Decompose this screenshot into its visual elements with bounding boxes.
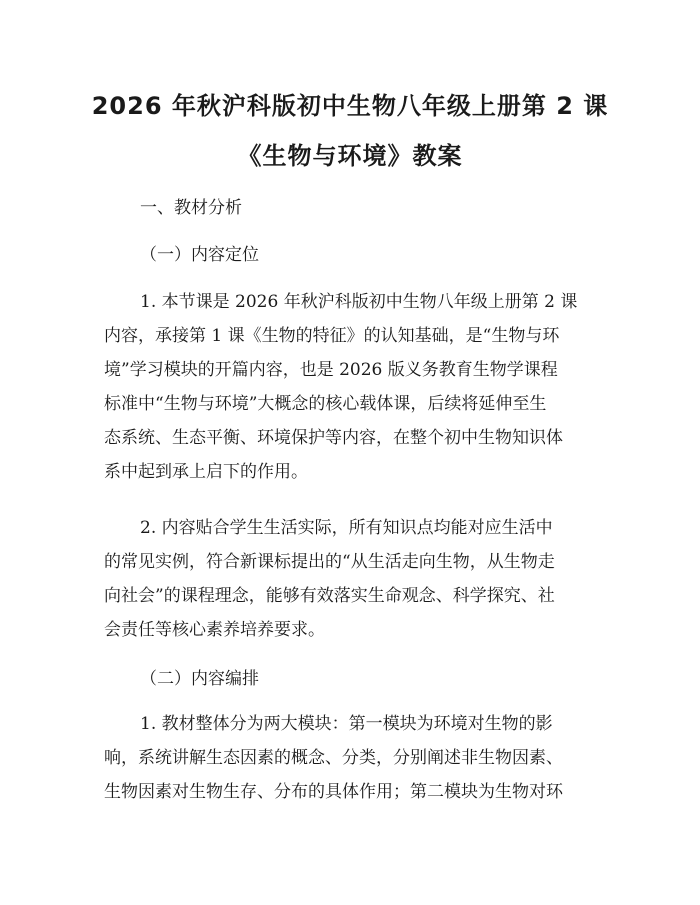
paragraph-line: 境”学习模块的开篇内容，也是 2026 版义务教育生物学课程 bbox=[104, 360, 558, 380]
paragraph-line: 生物因素对生物生存、分布的具体作用；第二模块为生物对环 bbox=[104, 782, 563, 802]
paragraph-line: 会责任等核心素养培养要求。 bbox=[104, 620, 325, 640]
paragraph-content-arrangement-1 bbox=[104, 707, 604, 809]
paragraph-line: 向社会”的课程理念，能够有效落实生命观念、科学探究、社 bbox=[104, 586, 555, 606]
paragraph-line: 的常见实例，符合新课标提出的“从生活走向生物，从生物走 bbox=[104, 552, 555, 572]
paragraph-line: 系中起到承上启下的作用。 bbox=[104, 462, 308, 482]
section-heading-teaching-material-analysis: 一、教材分析 bbox=[140, 198, 242, 218]
subsection-heading-content-arrangement: （二）内容编排 bbox=[140, 669, 259, 689]
document-title-line-1: 2026 年秋沪科版初中生物八年级上册第 2 课 bbox=[91, 92, 609, 120]
paragraph-line: 内容，承接第 1 课《生物的特征》的认知基础，是“生物与环 bbox=[104, 326, 560, 346]
paragraph-line: 2. 内容贴合学生生活实际，所有知识点均能对应生活中 bbox=[140, 518, 553, 538]
subsection-heading-content-positioning: （一）内容定位 bbox=[140, 245, 259, 265]
paragraph-line: 标准中“生物与环境”大概念的核心载体课，后续将延伸至生 bbox=[104, 394, 547, 414]
paragraph-line: 1. 教材整体分为两大模块：第一模块为环境对生物的影 bbox=[140, 714, 553, 734]
paragraph-line: 1. 本节课是 2026 年秋沪科版初中生物八年级上册第 2 课 bbox=[140, 292, 578, 312]
paragraph-line: 响，系统讲解生态因素的概念、分类，分别阐述非生物因素、 bbox=[104, 748, 563, 768]
paragraph-content-positioning-2 bbox=[104, 511, 604, 647]
document-title-line-2: 《生物与环境》教案 bbox=[237, 142, 463, 170]
paragraph-line: 态系统、生态平衡、环境保护等内容，在整个初中生物知识体 bbox=[104, 428, 563, 448]
paragraph-content-positioning-1 bbox=[104, 285, 604, 489]
